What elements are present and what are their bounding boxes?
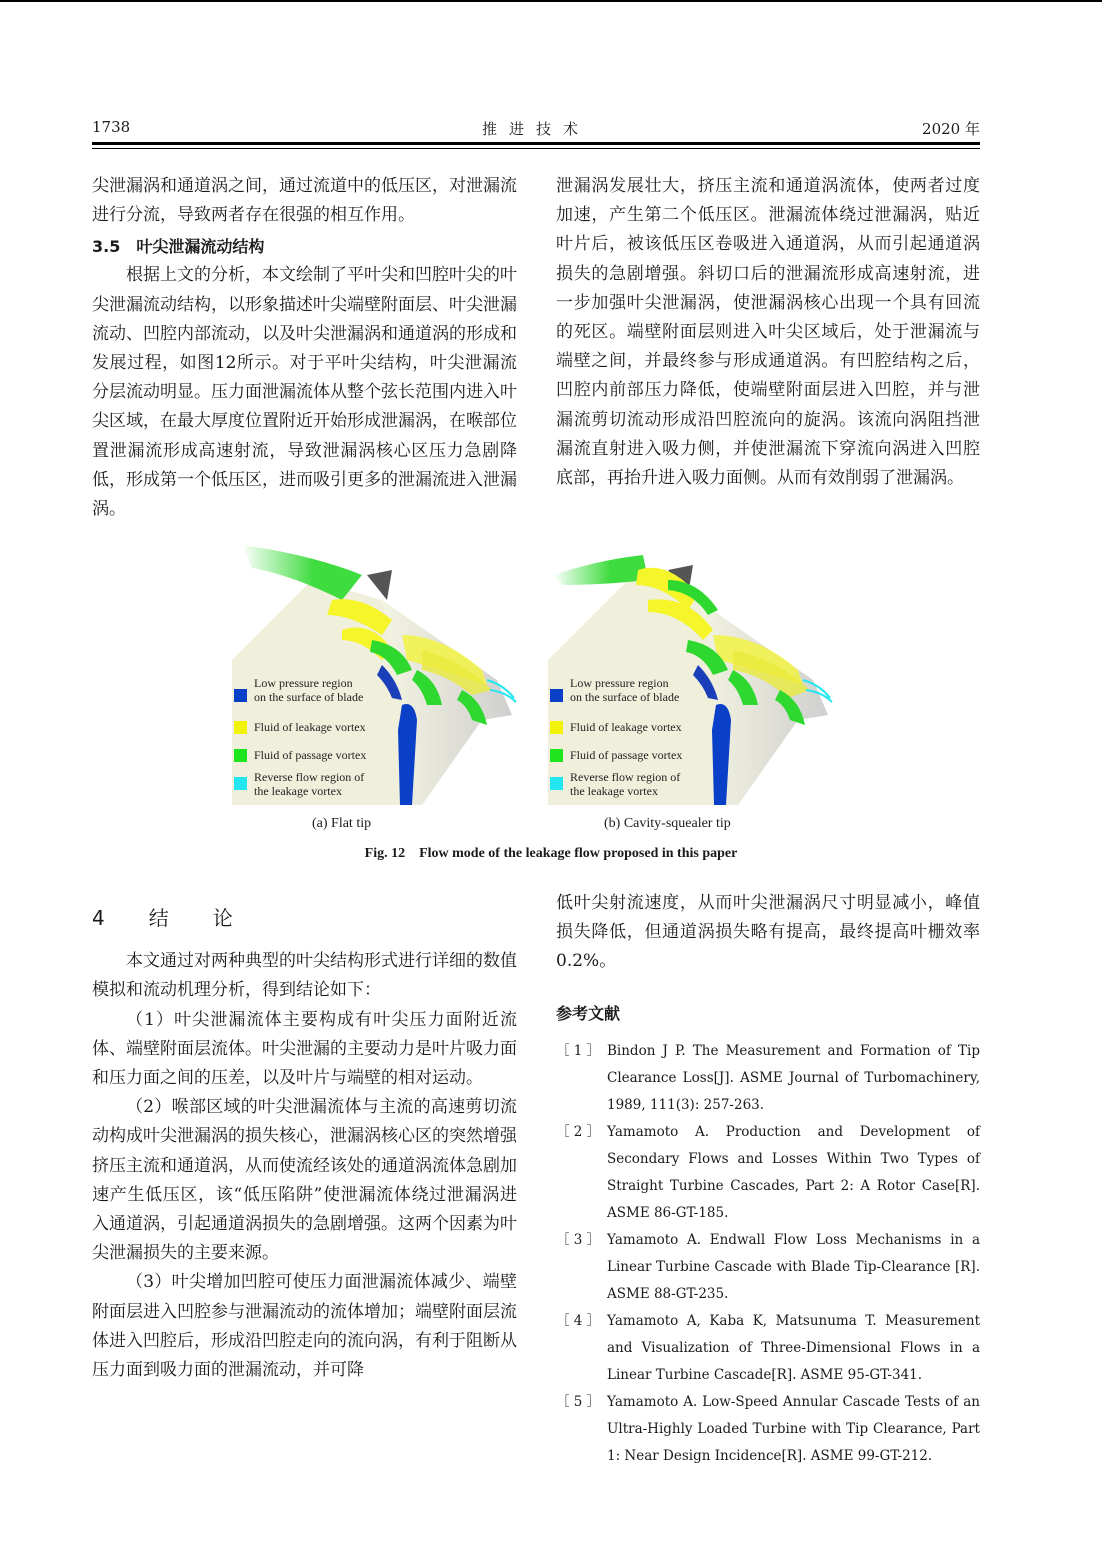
references-title: 参考文献 — [556, 1003, 621, 1023]
legend-swatch-yellow — [550, 721, 563, 734]
upper-left-column — [92, 172, 517, 524]
right-body-paragraph: 泄漏涡发展壮大，挤压主流和通道涡流体，使两者过度加速，产生第二个低压区。泄漏流体绕过泄漏涡，贴近叶片后，被该低压区卷吸进入通道涡，从而引起通道涡损失的急剧增强。斜切口后的泄漏流形成高速射流，进一步加强叶尖泄漏涡，使泄漏涡核心出现一个具有回流的死区。端壁附面层则进入叶尖区域后，处于泄漏流与端壁之间，并最终参与形成通道涡。有凹腔结构之后，凹腔内前部压力降低，使端壁附面层进入凹腔，并与泄漏流剪切流动形成沿凹腔流向的旋涡。该流向涡阻挡泄漏流直射进入吸力侧，并使泄漏流下穿流向涡进入凹腔底部，再抬升进入吸力面侧。从而有效削弱了泄漏涡。 — [556, 176, 980, 489]
reference-list — [556, 1038, 980, 1470]
reference-item: ［ 1 ］ Bindon J P. The Measurement and Formation of Tip Clearance Loss[J]. ASME Journal of Turbomachinery, 1989, 111(3): 257-263. — [556, 1043, 980, 1113]
subcaption-a: (a) Flat tip — [312, 816, 372, 831]
flat-tip-illustration — [232, 540, 542, 808]
cavity-tip-illustration — [548, 540, 858, 808]
legend-swatch-green — [550, 749, 563, 762]
legend-swatch-yellow — [234, 721, 247, 734]
conclusion-intro: 本文通过对两种典型的叶尖结构形式进行详细的数值模拟和流动机理分析，得到结论如下： — [92, 951, 517, 1001]
page-number: 1738 — [92, 118, 131, 136]
conclusion-title: 4 结 论 — [92, 906, 245, 930]
top-border — [0, 0, 1102, 2]
figure-12 — [232, 540, 872, 812]
header-rule-thin — [92, 148, 980, 149]
header-rule-thick — [92, 142, 980, 145]
legend-swatch-green — [234, 749, 247, 762]
upper-right-column — [556, 172, 980, 493]
conclusion-item-2: （2）喉部区域的叶尖泄漏流体与主流的高速剪切流动构成叶尖泄漏涡的损失核心，泄漏涡核心区的突然增强挤压主流和通道涡，从而使流经该处的通道涡流体急剧加速产生低压区，该“低压陷阱”使泄漏流体绕过泄漏涡进入通道涡，引起通道涡损失的急剧增强。这两个因素为叶尖泄漏损失的主要来源。 — [92, 1097, 517, 1264]
running-header — [92, 118, 980, 142]
panel-flat-tip: Low pressure region on the surface of blade Fluid of leakage vortex Fluid of passage vortex Reverse flow region of the leakage vortex — [232, 540, 542, 808]
panel-cavity-squealer-tip: Low pressure region on the surface of blade Fluid of leakage vortex Fluid of passage vortex Reverse flow region of the leakage vortex — [548, 540, 858, 808]
left-intro-paragraph: 尖泄漏涡和通道涡之间，通过流道中的低压区，对泄漏流进行分流，导致两者存在很强的相互作用。 — [92, 176, 517, 226]
year: 2020 年 — [922, 120, 980, 138]
section-3-5-title: 3.5 叶尖泄漏流动结构 — [92, 237, 265, 257]
reference-item: ［ 5 ］ Yamamoto A. Low-Speed Annular Cascade Tests of an Ultra-Highly Loaded Turbine with Tip Clearance, Part 1: Near Design Incidence[R]. ASME 99-GT-212. — [556, 1394, 980, 1464]
subcaption-b: (b) Cavity-squealer tip — [604, 816, 731, 831]
figure-caption: Fig. 12 Flow mode of the leakage flow proposed in this paper — [364, 846, 738, 861]
reference-item: ［ 3 ］ Yamamoto A. Endwall Flow Loss Mechanisms in a Linear Turbine Cascade with Blade Tip-Clearance [R]. ASME 88-GT-235. — [556, 1232, 980, 1302]
conclusion-item-1: （1）叶尖泄漏流体主要构成有叶尖压力面附近流体、端壁附面层流体。叶尖泄漏的主要动力是叶片吸力面和压力面之间的压差，以及叶片与端壁的相对运动。 — [92, 1009, 517, 1089]
left-body-paragraph: 根据上文的分析，本文绘制了平叶尖和凹腔叶尖的叶尖泄漏流动结构，以形象描述叶尖端壁附面层、叶尖泄漏流动、凹腔内部流动，以及叶尖泄漏涡和通道涡的形成和发展过程，如图12所示。对于平叶尖结构，叶尖泄漏流分层流动明显。压力面泄漏流体从整个弦长范围内进入叶尖区域，在最大厚度位置附近开始形成泄漏涡，在喉部位置泄漏流形成高速射流，导致泄漏涡核心区压力急剧降低，形成第一个低压区，进而吸引更多的泄漏流进入泄漏涡。 — [92, 265, 517, 520]
journal-name: 推进技术 — [481, 120, 590, 138]
reference-item: ［ 4 ］ Yamamoto A, Kaba K, Matsunuma T. Measurement and Visualization of Three-Dimensional Flows in a Linear Turbine Cascade[R]. ASME 95-GT-341. — [556, 1313, 980, 1383]
conclusion-item-3-continued: 低叶尖射流速度，从而叶尖泄漏涡尺寸明显减小，峰值损失降低，但通道涡损失略有提高，最终提高叶栅效率0.2%。 — [556, 893, 980, 972]
reference-item: ［ 2 ］ Yamamoto A. Production and Development of Secondary Flows and Losses Within Two Types of Straight Turbine Cascades, Part 2: A Rotor Case[R]. ASME 86-GT-185. — [556, 1124, 980, 1221]
legend-swatch-cyan — [550, 777, 563, 790]
legend-swatch-blue — [234, 689, 247, 702]
legend-swatch-cyan — [234, 777, 247, 790]
conclusion-item-3: （3）叶尖增加凹腔可使压力面泄漏流体减少、端壁附面层进入凹腔参与泄漏流动的流体增加；端壁附面层流体进入凹腔后，形成沿凹腔走向的流向涡，有利于阻断从压力面到吸力面的泄漏流动，并可降 — [92, 1272, 517, 1381]
lower-left-column — [92, 904, 517, 1385]
lower-right-column — [556, 889, 980, 1028]
legend-swatch-blue — [550, 689, 563, 702]
